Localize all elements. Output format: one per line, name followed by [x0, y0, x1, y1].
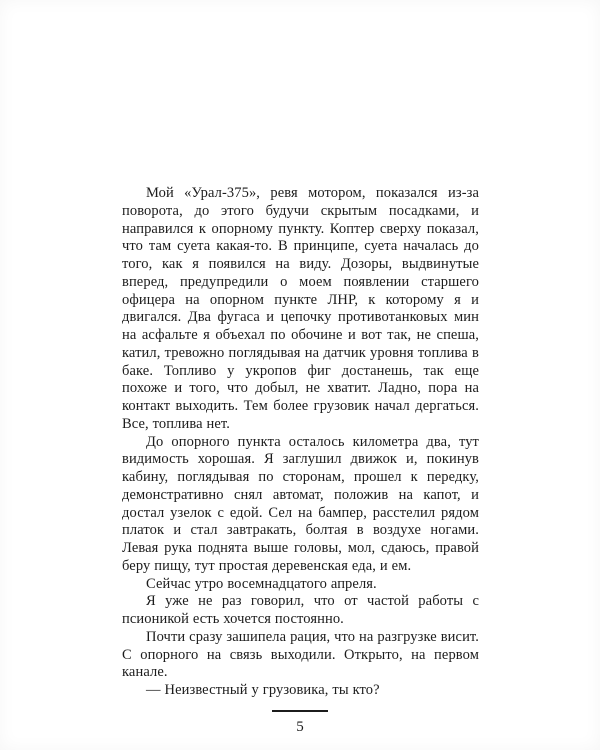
paragraph: До опорного пункта осталось километра два, тут видимость хорошая. Я заглушил движок и, покинув кабину, поглядывая по сторонам, прошел к передку, демонстративно снял автомат, положив на капот, и достал узелок с едой. Сел на бампер, расстелил рядом платок и стал завтракать, болтая в воздухе ногами. Левая рука поднята выше головы, мол, сдаюсь, правой беру пищу, тут простая деревенская еда, и ем. — [122, 433, 479, 574]
paragraph: Мой «Урал-375», ревя мотором, показался из-за поворота, до этого будучи скрытым посадками, и направился к опорному пункту. Коптер сверху показал, что там суета какая-то. В принципе, суета началась до того, как я появился на виду. Дозоры, выдвинутые вперед, предупредили о моем появлении старшего офицера на опорном пункте ЛНР, к которому я и двигался. Два фугаса и цепочку противотанковых мин на асфальте я объехал по обочине и вот так, не спеша, катил, тревожно поглядывая на датчик уровня топлива в баке. Топливо у укропов фиг достанешь, так еще похоже и того, что добыл, не хватит. Ладно, пора на контакт выходить. Тем более грузовик начал дергаться. Все, топлива нет. — [122, 185, 479, 432]
paragraph: Сейчас утро восемнадцатого апреля. — [146, 575, 377, 592]
page-footer — [0, 710, 600, 736]
paragraph: — Неизвестный у грузовика, ты кто? — [146, 682, 380, 698]
text-block — [122, 185, 479, 700]
paragraph: Я уже не раз говорил, что от частой работы с псионикой есть хочется постоянно. — [122, 593, 479, 627]
paragraph: Почти сразу зашипела рация, что на разгрузке висит. С опорного на связь выходили. Открыто, на первом канале. — [122, 628, 479, 681]
page-number: 5 — [296, 719, 304, 735]
footer-rule — [272, 710, 328, 712]
